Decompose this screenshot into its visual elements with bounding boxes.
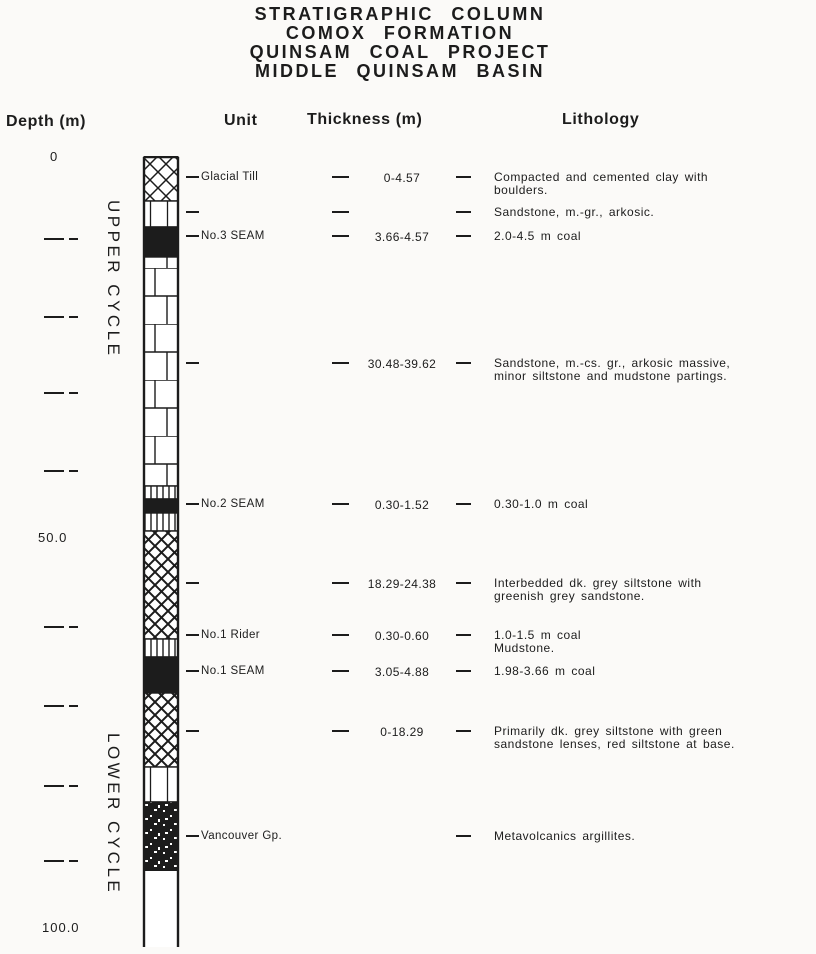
thickness-dash (332, 362, 349, 364)
lithology-text (494, 498, 588, 511)
column-segment-no2-seam-coal (144, 499, 178, 513)
column-segments (144, 157, 178, 947)
depth-tick-dash (44, 392, 64, 394)
depth-label: 100.0 (42, 920, 80, 935)
depth-tick-dash (44, 785, 64, 787)
lithology-line: Compacted and cemented clay with (494, 170, 709, 184)
lithology-dash (456, 730, 471, 732)
column-header-lithology: Lithology (562, 111, 640, 128)
thickness-value: 18.29-24.38 (367, 577, 437, 591)
title-line-3: QUINSAM COAL PROJECT (249, 42, 551, 62)
lithology-line: Interbedded dk. grey siltstone with (494, 576, 702, 590)
unit-label: No.3 SEAM (201, 230, 265, 242)
column-segment-siltstone-diamond-lower (144, 693, 178, 767)
lithology-text (494, 577, 702, 603)
lithology-line: Sandstone, m.-gr., arkosic. (494, 205, 655, 219)
unit-tick-dash (186, 670, 199, 672)
lithology-line: Sandstone, m.-cs. gr., arkosic massive, (494, 356, 731, 370)
depth-tick-dash (69, 316, 78, 318)
lithology-dash (456, 362, 471, 364)
lithology-line: 1.98-3.66 m coal (494, 664, 596, 678)
unit-tick-dash (186, 503, 199, 505)
unit-label: Vancouver Gp. (201, 830, 283, 842)
thickness-dash (332, 670, 349, 672)
column-segment-sandstone-blocks (144, 201, 178, 227)
thickness-value: 3.66-4.57 (374, 230, 430, 244)
thickness-dash (332, 730, 349, 732)
depth-tick-dash (69, 785, 78, 787)
depth-tick-dash (69, 860, 78, 862)
unit-label: Glacial Till (201, 171, 259, 183)
title-line-2: COMOX FORMATION (285, 23, 515, 43)
depth-tick-dash (44, 860, 64, 862)
unit-label: No.1 Rider (201, 629, 260, 641)
thickness-value: 0-18.29 (380, 725, 424, 739)
depth-tick-dash (69, 238, 78, 240)
unit-tick-dash (186, 582, 199, 584)
lithology-line: Metavolcanics argillites. (494, 829, 636, 843)
column-segment-undrawn-base (144, 871, 178, 947)
thickness-value: 0.30-0.60 (374, 629, 430, 643)
thickness-dash (332, 634, 349, 636)
lithology-text (494, 171, 708, 197)
lithology-line: 2.0-4.5 m coal (494, 229, 582, 243)
thickness-value: 30.48-39.62 (367, 357, 437, 371)
unit-tick-dash (186, 235, 199, 237)
lithology-text (494, 725, 735, 751)
lower-cycle-label: LOWER CYCLE (104, 733, 123, 896)
depth-label: 0 (50, 149, 59, 164)
depth-tick-dash (44, 705, 64, 707)
column-segment-seam-roof-hatch (144, 486, 178, 499)
unit-tick-dash (186, 730, 199, 732)
lithology-text (494, 665, 595, 678)
column-segment-no1-seam-coal (144, 657, 178, 693)
column-segment-glacial-till (144, 157, 178, 201)
column-segment-no1-rider-hatch (144, 639, 178, 657)
lithology-dash (456, 211, 471, 213)
thickness-dash (332, 235, 349, 237)
lithology-dash (456, 835, 471, 837)
column-header-depth: Depth (m) (6, 113, 87, 130)
lithology-text (494, 230, 581, 243)
thickness-dash (332, 211, 349, 213)
title-line-1: STRATIGRAPHIC COLUMN (254, 4, 546, 24)
column-header-unit: Unit (224, 112, 258, 129)
unit-label: No.1 SEAM (201, 665, 265, 677)
column-segment-sandstone-brick (144, 257, 178, 486)
lithology-dash (456, 503, 471, 505)
depth-tick-dash (69, 626, 78, 628)
lithology-text (494, 830, 635, 843)
depth-tick-dash (69, 470, 78, 472)
strat-column-graphic (142, 156, 180, 948)
title-line-4: MIDDLE QUINSAM BASIN (255, 61, 545, 81)
thickness-dash (332, 503, 349, 505)
depth-tick-dash (69, 392, 78, 394)
thickness-dash (332, 176, 349, 178)
unit-label: No.2 SEAM (201, 498, 265, 510)
unit-tick-dash (186, 634, 199, 636)
lithology-text (494, 357, 730, 383)
lithology-text (494, 629, 581, 655)
depth-tick-dash (44, 626, 64, 628)
lithology-dash (456, 235, 471, 237)
lithology-line: boulders. (494, 183, 548, 197)
lithology-dash (456, 176, 471, 178)
lithology-dash (456, 582, 471, 584)
lithology-line: Primarily dk. grey siltstone with green (494, 724, 723, 738)
unit-tick-dash (186, 176, 199, 178)
lithology-dash (456, 634, 471, 636)
depth-tick-dash (69, 705, 78, 707)
column-segment-basal-sandstone (144, 767, 178, 802)
depth-tick-dash (44, 316, 64, 318)
thickness-value: 0-4.57 (383, 171, 421, 185)
lithology-dash (456, 670, 471, 672)
column-segment-vancouver-metavolcanics (144, 802, 178, 871)
lithology-line: 1.0-1.5 m coal (494, 628, 582, 642)
depth-label: 50.0 (38, 530, 68, 545)
lithology-line: Mudstone. (494, 641, 555, 655)
column-segment-siltstone-diamond-upper (144, 531, 178, 639)
column-header-thickness: Thickness (m) (307, 111, 423, 128)
lithology-line: minor siltstone and mudstone partings. (494, 369, 728, 383)
lithology-line: greenish grey sandstone. (494, 589, 645, 603)
unit-tick-dash (186, 835, 199, 837)
thickness-value: 0.30-1.52 (374, 498, 430, 512)
lithology-line: 0.30-1.0 m coal (494, 497, 589, 511)
thickness-dash (332, 582, 349, 584)
unit-tick-dash (186, 362, 199, 364)
upper-cycle-label: UPPER CYCLE (104, 200, 123, 359)
depth-tick-dash (44, 238, 64, 240)
title-block (0, 5, 800, 81)
unit-tick-dash (186, 211, 199, 213)
column-segment-seam-floor-hatch (144, 513, 178, 531)
depth-tick-dash (44, 470, 64, 472)
lithology-line: sandstone lenses, red siltstone at base. (494, 737, 735, 751)
lithology-text (494, 206, 654, 219)
column-segment-no3-seam-coal (144, 227, 178, 257)
thickness-value: 3.05-4.88 (374, 665, 430, 679)
